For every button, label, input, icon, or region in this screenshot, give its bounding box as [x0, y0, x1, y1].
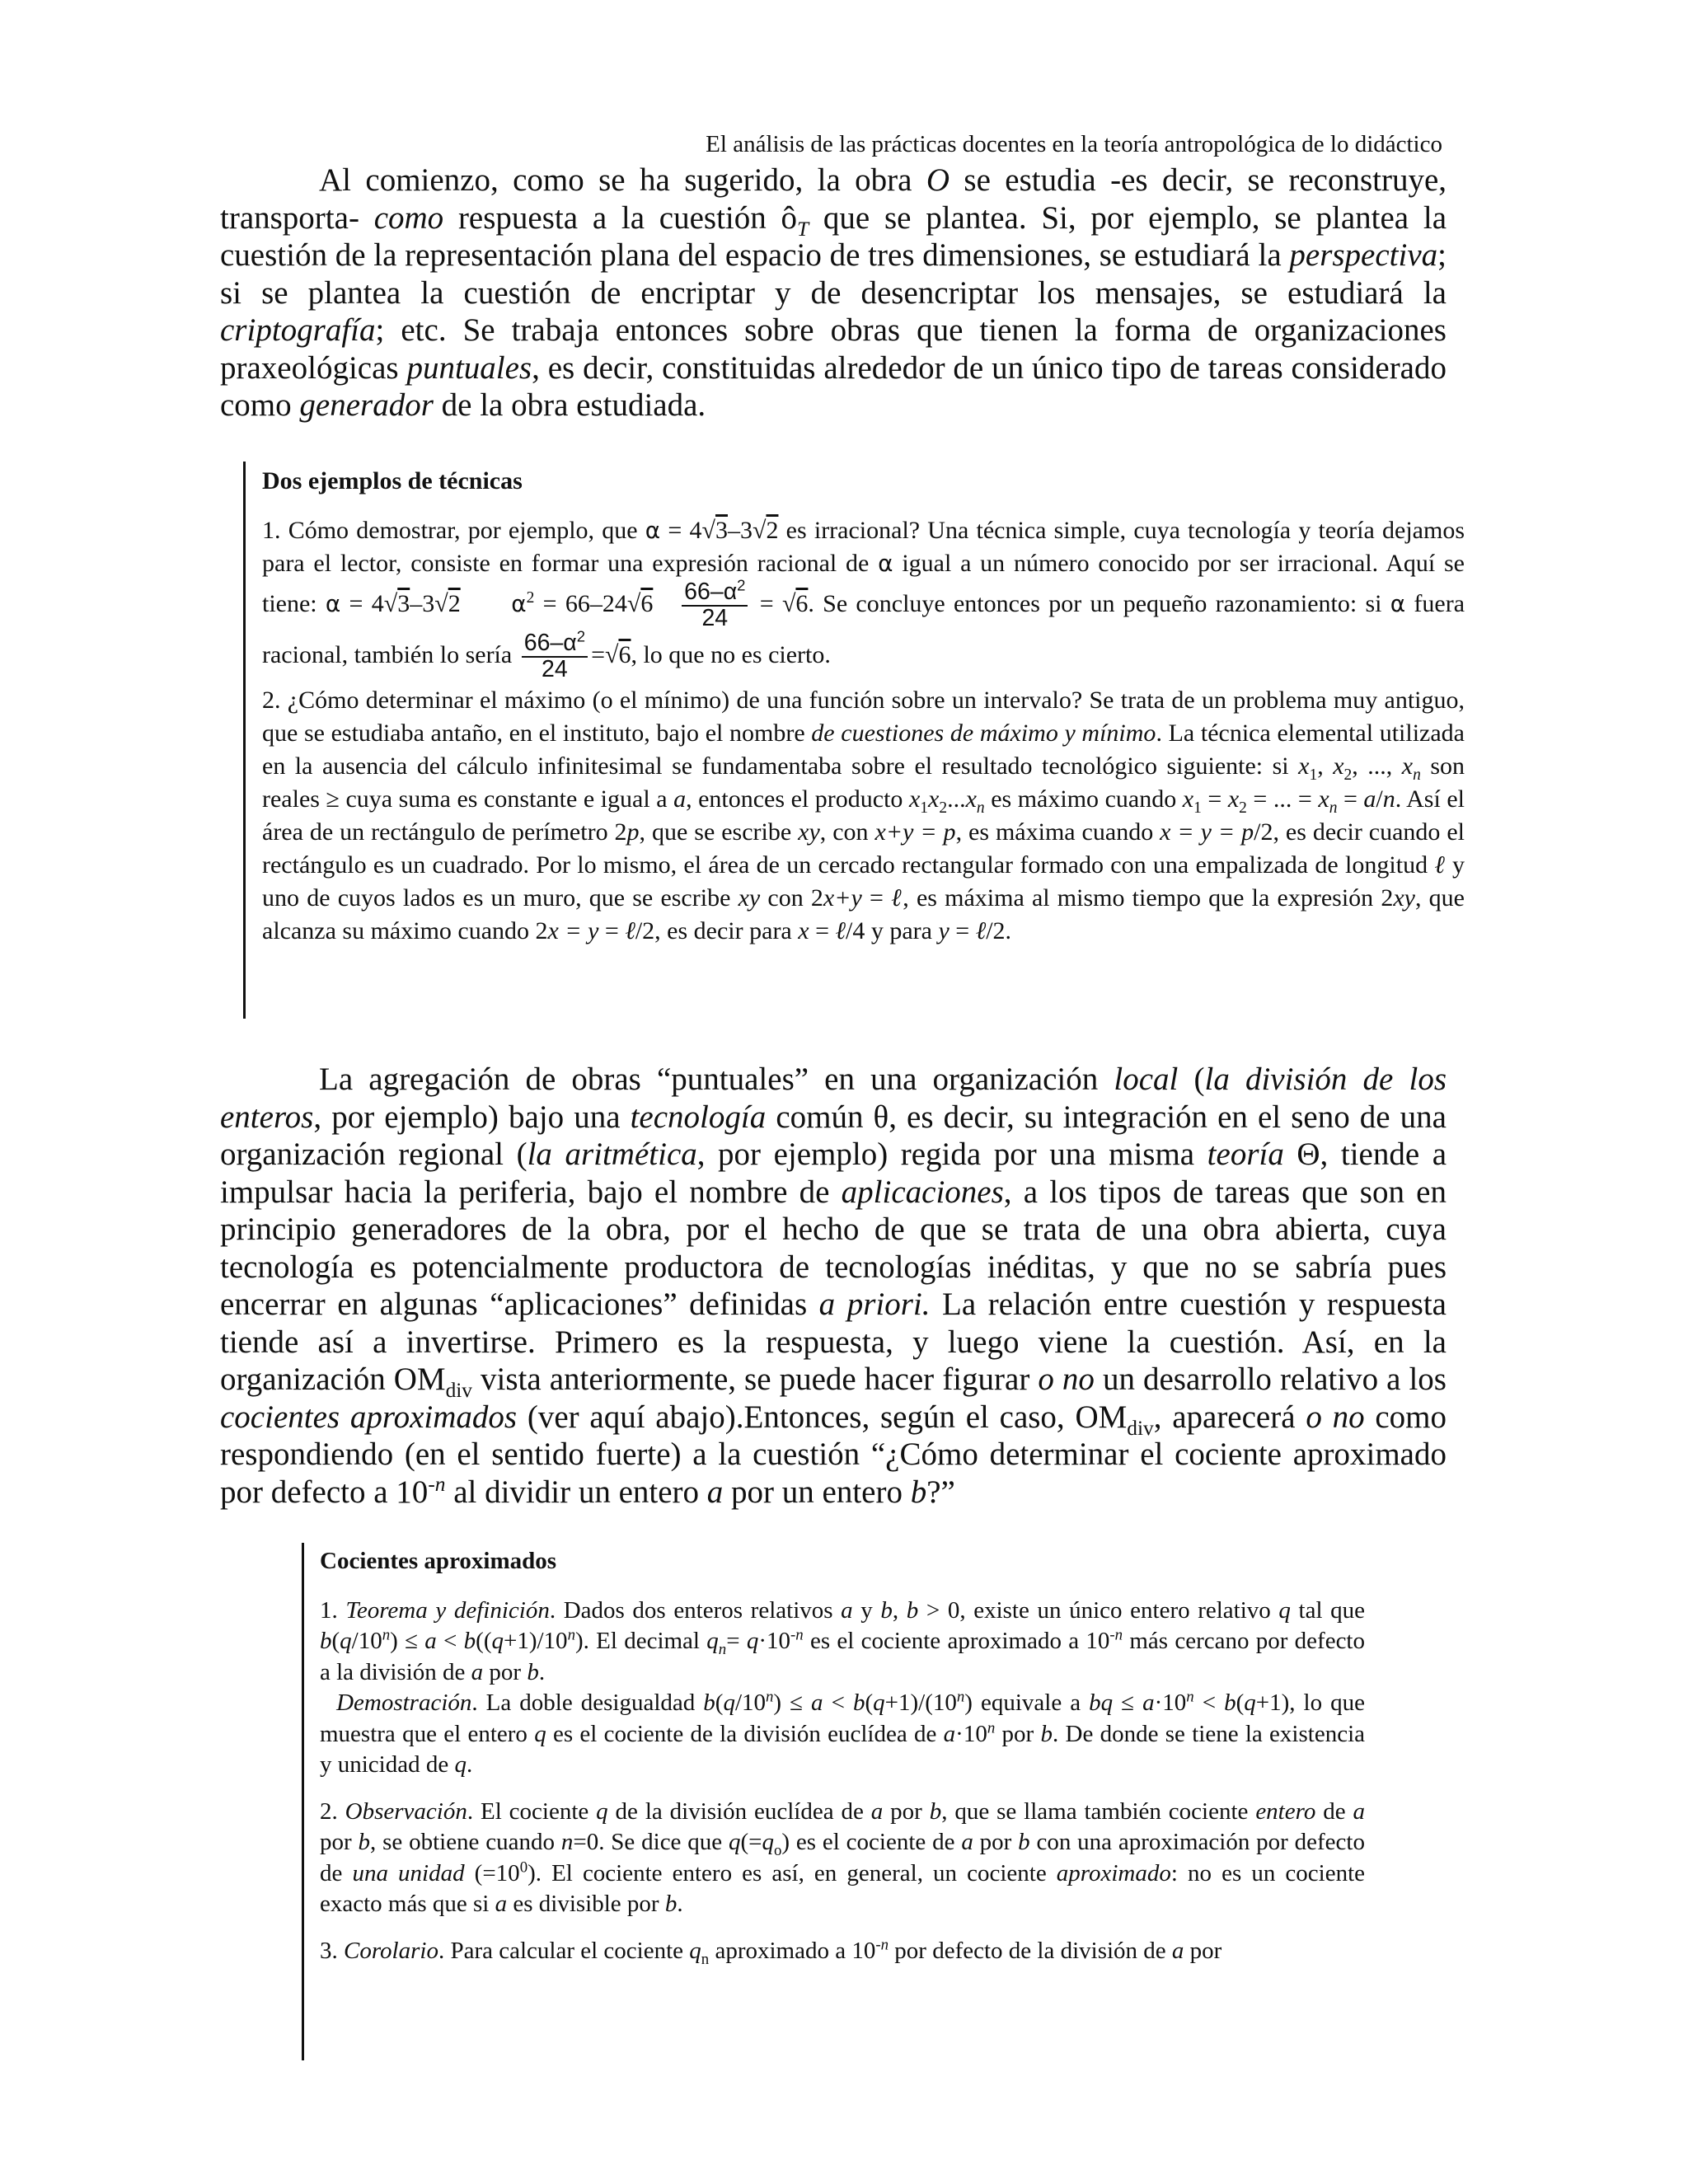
approximate-quotients-box	[302, 1543, 1365, 2060]
corollary: 3. Corolario. Para calcular el cociente $q_n$ aproximado a $10^{-n}$ por defecto de la división de a por	[320, 1935, 1222, 1968]
box-title-techniques: Dos ejemplos de técnicas	[262, 467, 523, 494]
demonstration: Demostración. La doble desigualdad $b(q/10^n) \le a < b(q+1)/(10^n)$ equivale a bq ≤ $a\cdot 10^n < b(q+1)$, lo que muestra que el entero q es el cociente de la división euclídea de $a\cdot 10^n$ por b. De donde se tiene la existencia y unicidad de q.	[320, 1688, 1366, 1778]
running-header: El análisis de las prácticas docentes en la teoría antropológica de lo didáctico	[706, 131, 1442, 157]
paragraph-aggregation: La agregación de obras “puntuales” en una organización local (la división de los enteros, por ejemplo) bajo una tecnología común θ, es decir, su integración en el seno de una organización regional (la aritmética, por ejemplo) regida por una misma teoría Θ, tiende a impulsar hacia la periferia, bajo el nombre de aplicaciones, a los tipos de tareas que son en principio generadores de la obra, por el hecho de que se trata de una obra abierta, cuya tecnología es potencialmente productora de tecnologías inéditas, y que no se sabría pues encerrar en algunas “aplicaciones” definidas a priori. La relación entre cuestión y respuesta tiende así a invertirse. Primero es la respuesta, y luego viene la cuestión. Así, en la organización $OM_{div}$ vista anteriormente, se puede hacer figurar o no un desarrollo relativo a los cocientes aproximados (ver aquí abajo).Entonces, según el caso, $OM_{div}$, aparecerá o no como respondiendo (en el sentido fuerte) a la cuestión “¿Cómo determinar el cociente aproximado por defecto a $10^{-n}$ al dividir un entero a por un entero b?”	[220, 1062, 1447, 1510]
box-title-quotients: Cocientes aproximados	[320, 1548, 557, 1574]
fraction-2: $\frac{66-\alpha^2}{24}$	[522, 631, 588, 682]
theorem-definition: 1. Teorema y definición. Dados dos enteros relativos a y b, b > 0, existe un único entero relativo q tal que $b(q/10^n) \le a < b((q+1)/10^n)$. El decimal $q_n= q\cdot 10^{-n}$ es el cociente aproximado a $10^{-n}$ más cercano por defecto a la división de a por b.	[320, 1596, 1365, 1685]
paragraph-intro: Al comienzo, como se ha sugerido, la obra O se estudia -es decir, se reconstruye, transporta- como respuesta a la cuestión $ô_T$ que se plantea. Si, por ejemplo, se plantea la cuestión de la representación plana del espacio de tres dimensiones, se estudiará la perspectiva; si se plantea la cuestión de encriptar y de desencriptar los mensajes, se estudiará la criptografía; etc. Se trabaja entonces sobre obras que tienen la forma de organizaciones praxeológicas puntuales, es decir, constituidas alrededor de un único tipo de tareas considerado como generador de la obra estudiada.	[220, 162, 1447, 423]
observation: 2. Observación. El cociente q de la división euclídea de a por b, que se llama también cociente entero de a por b, se obtiene cuando n=0. Se dice que $q(=q_o)$ es el cociente de a por b con una aproximación por defecto de una unidad $(=10^0)$. El cociente entero es así, en general, un cociente aproximado: no es un cociente exacto más que si a es divisible por b.	[320, 1797, 1365, 1917]
technique-item-1: 1. Cómo demostrar, por ejemplo, que α = 4√3–3√2 es irracional? Una técnica simple, cuya tecnología y teoría dejamos para el lector, consiste en formar una expresión racional de α igual a un número conocido por ser irracional. Aquí se tiene: α = 4√3–3√2 $\alpha^2 = 66-24√6$ $\frac{66-\alpha^2}{24}$ = √6. Se concluye entonces por un pequeño razonamiento: si α fuera racional, también lo sería $\frac{66-\alpha^2}{24}$ =√6, lo que no es cierto.	[262, 517, 1465, 682]
technique-item-2: 2. ¿Cómo determinar el máximo (o el mínimo) de una función sobre un intervalo? Se trata de un problema muy antiguo, que se estudiaba antaño, en el instituto, bajo el nombre de cuestiones de máximo y mínimo. La técnica elemental utilizada en la ausencia del cálculo infinitesimal se fundamentaba sobre el resultado tecnológico siguiente: si $x_1$, $x_2$, ..., $x_n$ son reales ≥ cuya suma es constante e igual a a, entonces el producto $x_1x_2...x_n$ es máximo cuando $x_1 = x_2$ = ... = $x_n = a/n$. Así el área de un rectángulo de perímetro 2p, que se escribe xy, con x+y = p, es máxima cuando x = y = p/2, es decir cuando el rectángulo es un cuadrado. Por lo mismo, el área de un cercado rectangular formado con una empalizada de longitud ℓ y uno de cuyos lados es un muro, que se escribe xy con 2x+y = ℓ, es máxima al mismo tiempo que la expresión 2xy, que alcanza su máximo cuando 2x = y = ℓ/2, es decir para x = ℓ/4 y para y = ℓ/2.	[262, 686, 1465, 944]
fraction-1: $\frac{66-\alpha^2}{24}$	[682, 580, 748, 631]
example-techniques-box	[243, 462, 1465, 1019]
